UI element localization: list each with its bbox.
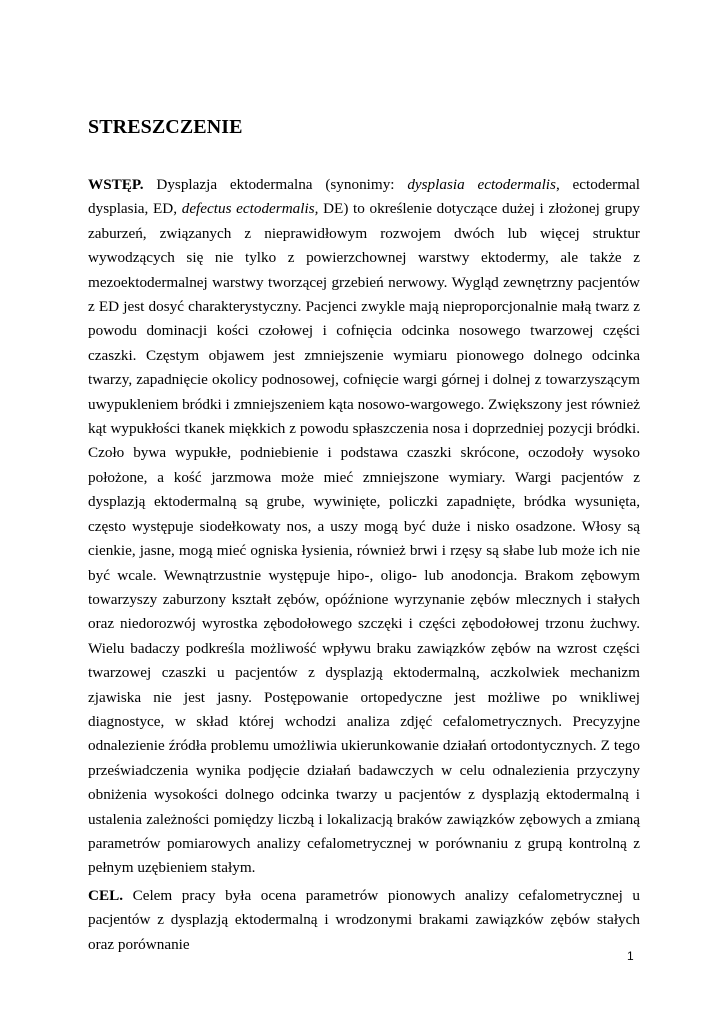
introduction-text-2: , ectodermal dysplasia, ED, [88, 176, 640, 218]
latin-term-defectus: defectus ectodermalis, [181, 200, 319, 218]
introduction-text-1: Dysplazja ektodermalna (synonimy: [143, 176, 408, 193]
introduction-paragraph [88, 173, 640, 881]
latin-term-dysplasia: dysplasia ectodermalis [407, 176, 556, 193]
introduction-text-3: DE) to określenie dotyczące dużej i złożonej grupy zaburzeń, związanych z nieprawidłowym rozwojem dwóch lub więcej struktur wywodzących się nie tylko z powierzchownej warstwy ektodermy, ale także z mezoektodermalnej warstwy tworzącej grzebień nerwowy. Wygląd zewnętrzny pacjentów z ED jest dosyć charakterystyczny. Pacjenci zwykle mają nieproporcjonalnie małą twarz z powodu dominacji kości czołowej i cofnięcia odcinka nosowego twarzowej części czaszki. Częstym objawem jest zmniejszenie wymiaru pionowego dolnego odcinka twarzy, zapadnięcie okolicy podnosowej, cofnięcie wargi górnej i dolnej z towarzyszącym uwypukleniem bródki i zmniejszeniem kąta nosowo-wargowego. Zwiększony jest również kąt wypukłości tkanek miękkich z powodu spłaszczenia nosa i doprzedniej pozycji bródki. Czoło bywa wypukłe, podniebienie i podstawa czaszki skrócone, oczodoły wysoko położone, a kość jarzmowa może mieć zmniejszone wymiary. Wargi pacjentów z dysplazją ektodermalną są grube, wywinięte, policzki zapadnięte, bródka wysunięta, często występuje siodełkowaty nos, a uszy mogą być duże i nisko osadzone. Włosy są cienkie, jasne, mogą mieć ogniska łysienia, również brwi i rzęsy są słabe lub może ich nie być wcale. Wewnątrzustnie występuje hipo-, oligo- lub anodoncja. Brakom zębowym towarzyszy zaburzony kształt zębów, opóźnione wyrzynanie zębów mlecznych i stałych oraz niedorozwój wyrostka zębodołowego szczęki i części zębodołowej trzonu żuchwy. Wielu badaczy podkreśla możliwość wpływu braku zawiązków zębów na wzrost części twarzowej czaszki u pacjentów z dysplazją ektodermalną, aczkolwiek mechanizm zjawiska nie jest jasny. Postępowanie ortopedyczne jest możliwe po wnikliwej diagnostyce, w skład której wchodzi analiza zdjęć cefalometrycznych. Precyzyjne odnalezienie źródła problemu umożliwia ukierunkowanie działań ortodontycznych. Z tego przeświadczenia wynika podjęcie działań badawczych w celu odnalezienia przyczyny obniżenia wysokości dolnego odcinka twarzy u pacjentów z dysplazją ektodermalną i ustalenia zależności pomiędzy liczbą i lokalizacją braków zawiązków zębowych a zmianą parametrów pomiarowych analizy cefalometrycznej w porównaniu z grupą kontrolną z pełnym uzębieniem stałym. [88, 200, 640, 877]
page-number: 1 [627, 949, 634, 963]
aim-text: Celem pracy była ocena parametrów pionowych analizy cefalometrycznej u pacjentów z dysplazją ektodermalną i wrodzonymi brakami zawiązków zębów stałych oraz porównanie [88, 887, 640, 953]
introduction-lead: WSTĘP. [88, 176, 144, 193]
aim-lead: CEL. [88, 887, 124, 904]
aim-paragraph [88, 884, 640, 957]
page-title: STRESZCZENIE [88, 116, 243, 138]
